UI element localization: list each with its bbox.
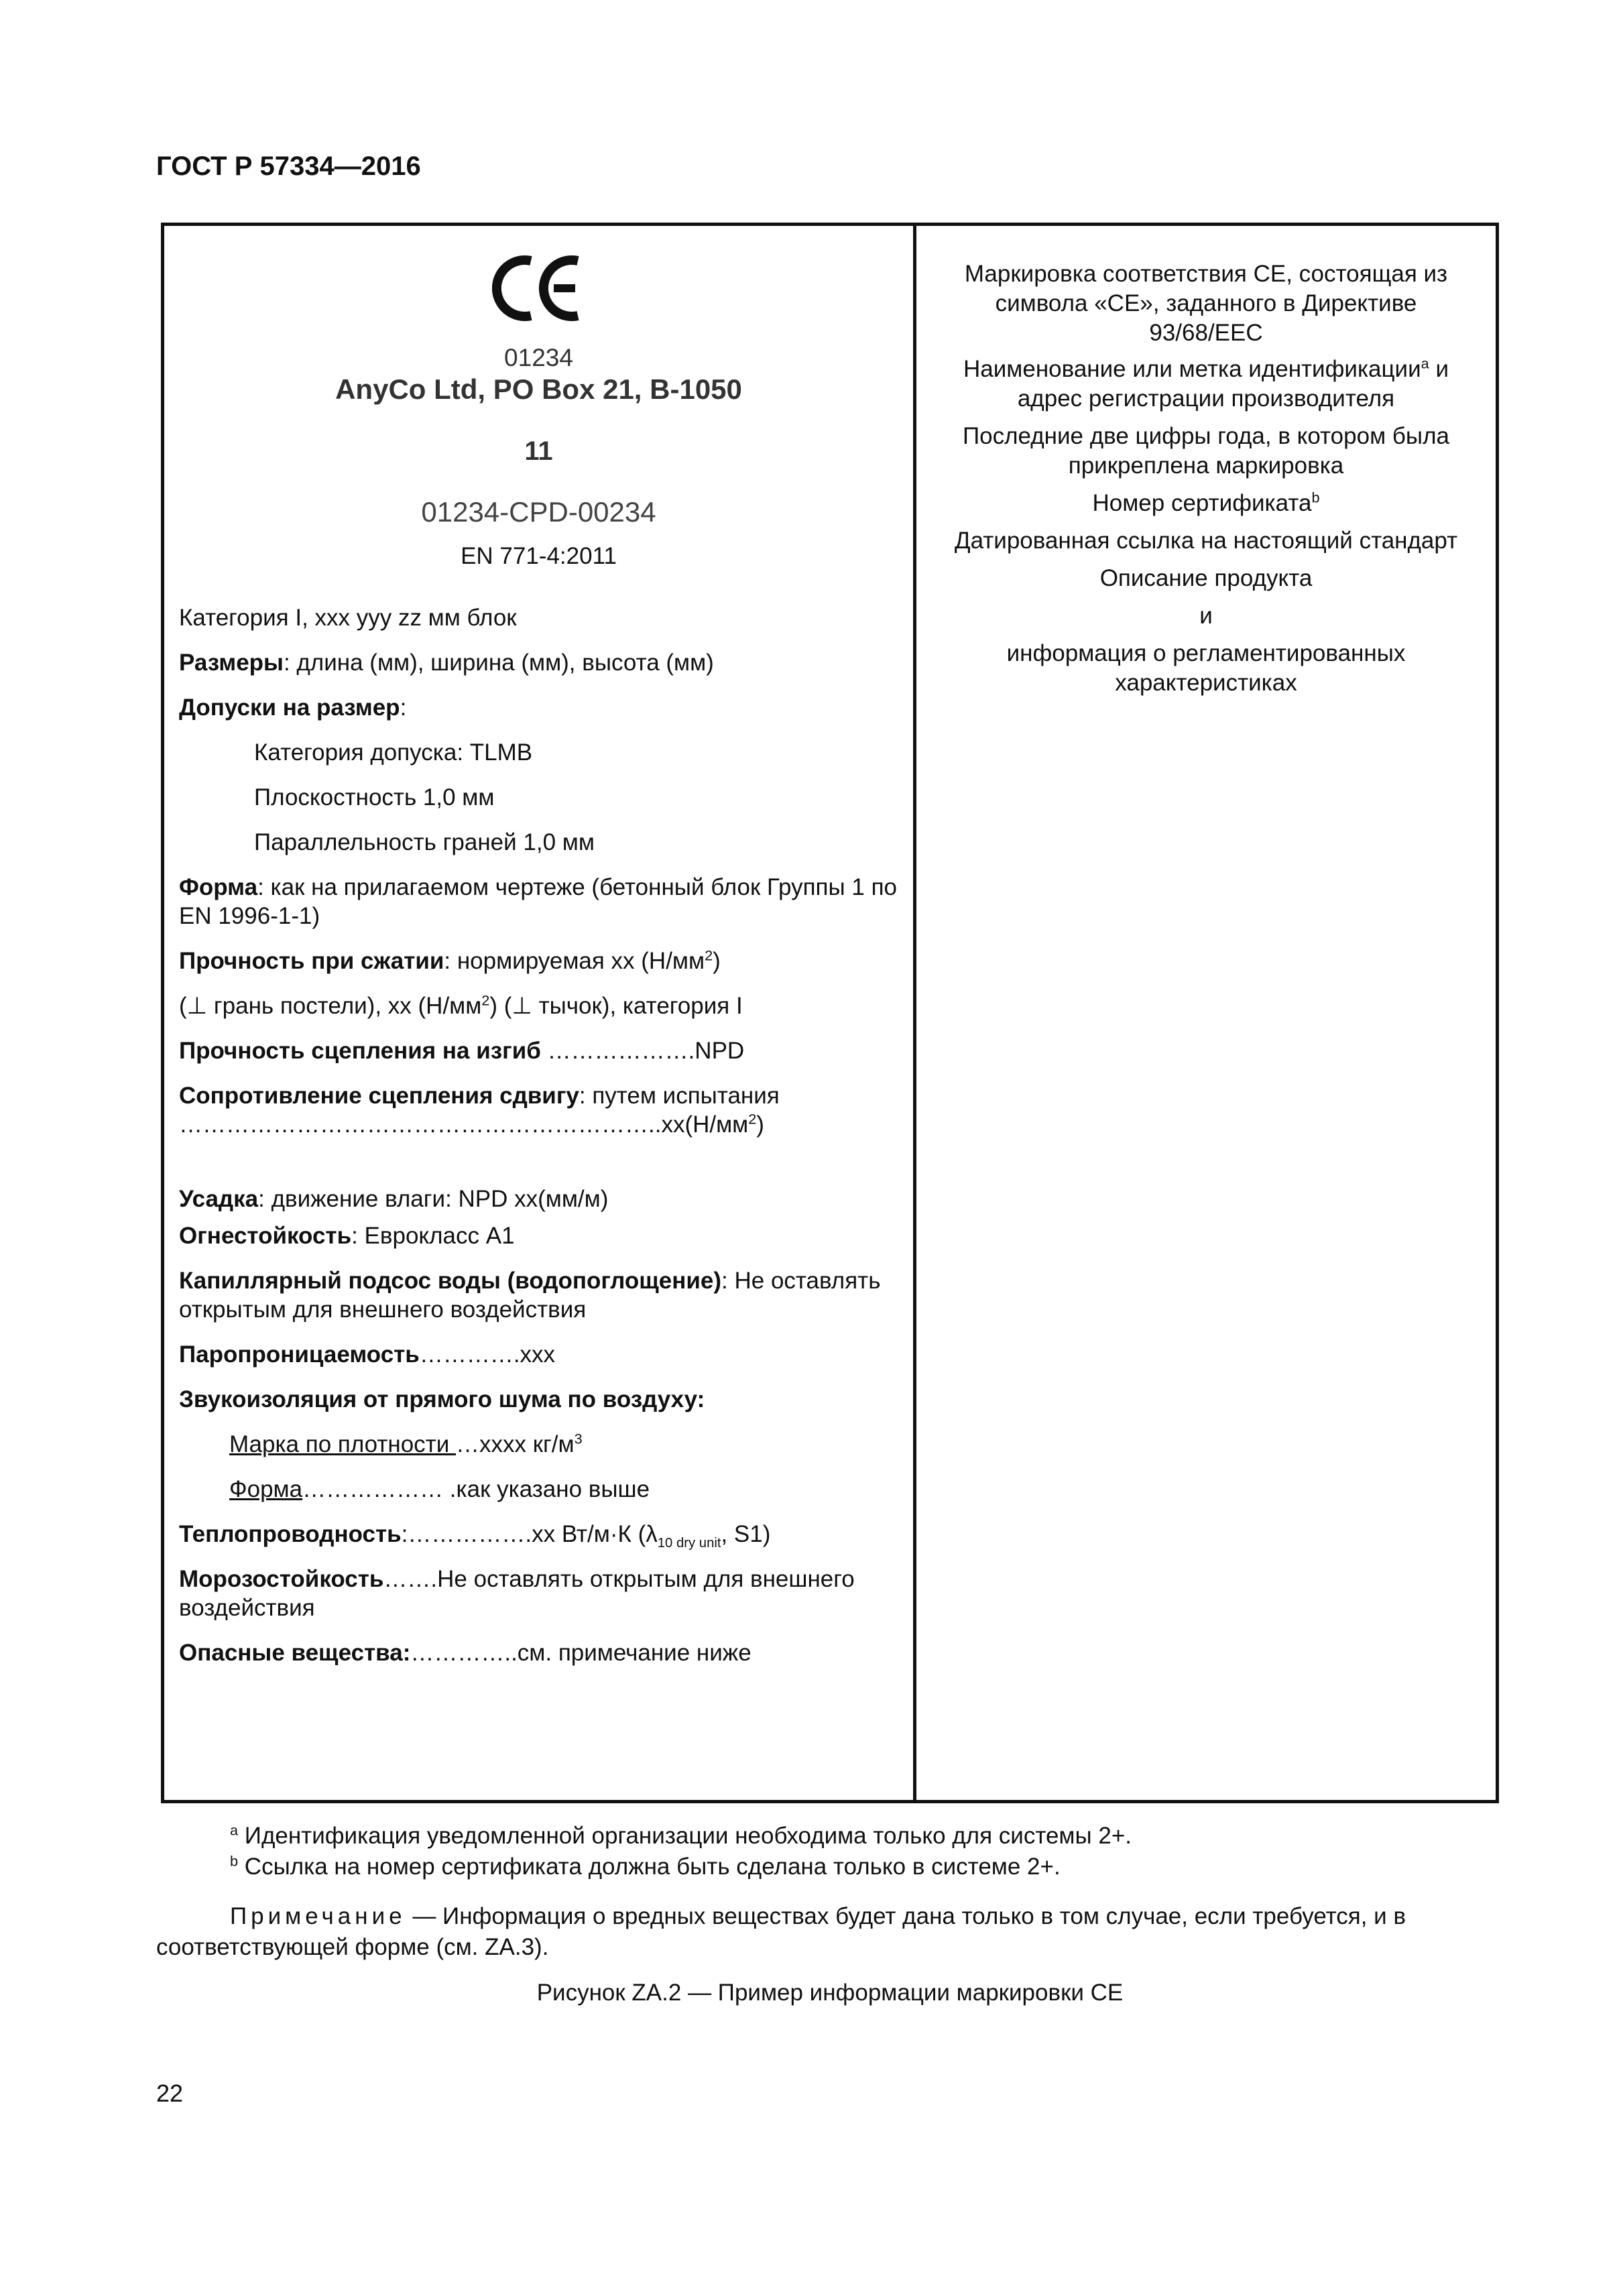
marking-example-column: [164, 226, 916, 1800]
standard-reference: EN 771-4:2011: [461, 543, 617, 569]
desc-identification: Наименование или метка идентификации$^a$ и адрес регистрации производителя: [963, 355, 1449, 412]
spec-flexural-bond: Прочность сцепления на изгиб ……………….NPD: [179, 1038, 745, 1064]
ce-marking-table: [161, 223, 1499, 1803]
tolerance-item: Параллельность граней 1,0 мм: [254, 829, 595, 855]
sound-form: Форма……………… .как указано выше: [229, 1476, 650, 1502]
note-paragraph: Примечание — Информация о вредных веществах будет дана только в том случае, если требуется, и в соответствующей форме (см. ZA.3).: [156, 1903, 1406, 1960]
footnote-a: $^a$ Идентификация уведомленной организации необходима только для системы 2+.: [230, 1821, 1132, 1849]
desc-year: Последние две цифры года, в котором была прикреплена маркировка: [963, 423, 1449, 479]
desc-product: Описание продукта: [1099, 565, 1313, 591]
spec-tolerances: Допуски на размер:: [179, 694, 407, 721]
sound-density: Марка по плотности …хххх $кг/м^3$: [229, 1430, 583, 1457]
spec-shrinkage: Усадка: движение влаги: NPD xx(мм/м): [179, 1186, 609, 1212]
marking-description-column: [916, 226, 1496, 1800]
spec-thermal-conductivity: Теплопроводность:…………….хх Вт/м·К ($\lambda_{10 dry unit}$, S1): [179, 1521, 771, 1551]
footnote-b: $^b$ Ссылка на номер сертификата должна быть сделана только в системе 2+.: [230, 1852, 1061, 1880]
desc-certificate: Номер сертификата$^b$: [1092, 489, 1320, 516]
spec-fire-reaction: Огнестойкость: Еврокласс A1: [179, 1223, 515, 1249]
spec-dangerous-substances: Опасные вещества:…………..см. примечание ниже: [179, 1640, 752, 1666]
tolerance-item: Плоскостность 1,0 мм: [254, 784, 495, 810]
page-number: 22: [156, 2079, 184, 2107]
spec-form: Форма: как на прилагаемом чертеже (бетонный блок Группы 1 по EN 1996-1-1): [179, 874, 897, 929]
product-category: Категория I, xxx yyy zz мм блок: [179, 605, 517, 631]
ce-header-block: [179, 251, 898, 570]
document-code: ГОСТ Р 57334—2016: [156, 152, 421, 181]
desc-standard: Датированная ссылка на настоящий стандарт: [954, 528, 1458, 554]
spec-sound-insulation: Звукоизоляция от прямого шума по воздуху:: [179, 1386, 705, 1412]
figure-caption: Рисунок ZA.2 — Пример информации маркировки CE: [536, 1980, 1124, 2006]
spec-dimensions: Размеры: длина (мм), ширина (мм), высота (мм): [179, 650, 714, 676]
desc-ce-mark: Маркировка соответствия CE, состоящая из символа «CE», заданного в Директиве 93/68/EEC: [964, 261, 1448, 346]
certificate-number: 01234-CPD-00234: [421, 496, 656, 528]
spec-water-absorption: Капиллярный подсос воды (водопоглощение): Не оставлять открытым для внешнего воздействия: [179, 1268, 881, 1323]
spec-vapour-permeability: Паропроницаемость………….xxx: [179, 1341, 556, 1368]
spec-frost-resistance: Морозостойкость…….Не оставлять открытым для внешнего воздействия: [179, 1566, 855, 1621]
product-characteristics: [179, 603, 898, 1667]
spec-shear-bond: Сопротивление сцепления сдвигу: путем испытания $\dots\dots\dots\dots\dots\dots\dots\dots\dots\dots\dots\dots\dots\dots\dots\dots\dots\dots\dots\dots..xx(Н/мм^2)$: [179, 1083, 780, 1138]
marking-year: 11: [524, 436, 553, 466]
desc-characteristics: информация о регламентированных характеристиках: [1006, 640, 1406, 696]
notified-body-number: 01234: [504, 344, 573, 371]
ce-mark-icon: [492, 251, 586, 325]
desc-and: и: [1199, 603, 1213, 629]
tolerance-item: Категория допуска: TLMB: [254, 739, 533, 766]
notes-block: [156, 1821, 1504, 2008]
spec-compressive-strength: Прочность при сжатии: нормируемая xx $(Н/мм^2)$: [179, 947, 721, 974]
manufacturer-name: AnyCo Ltd, PO Box 21, B-1050: [335, 373, 742, 405]
spec-compressive-strength-2: (⊥ грань постели), xx $(Н/мм^2)$ (⊥ тычок), категория I: [179, 991, 743, 1019]
